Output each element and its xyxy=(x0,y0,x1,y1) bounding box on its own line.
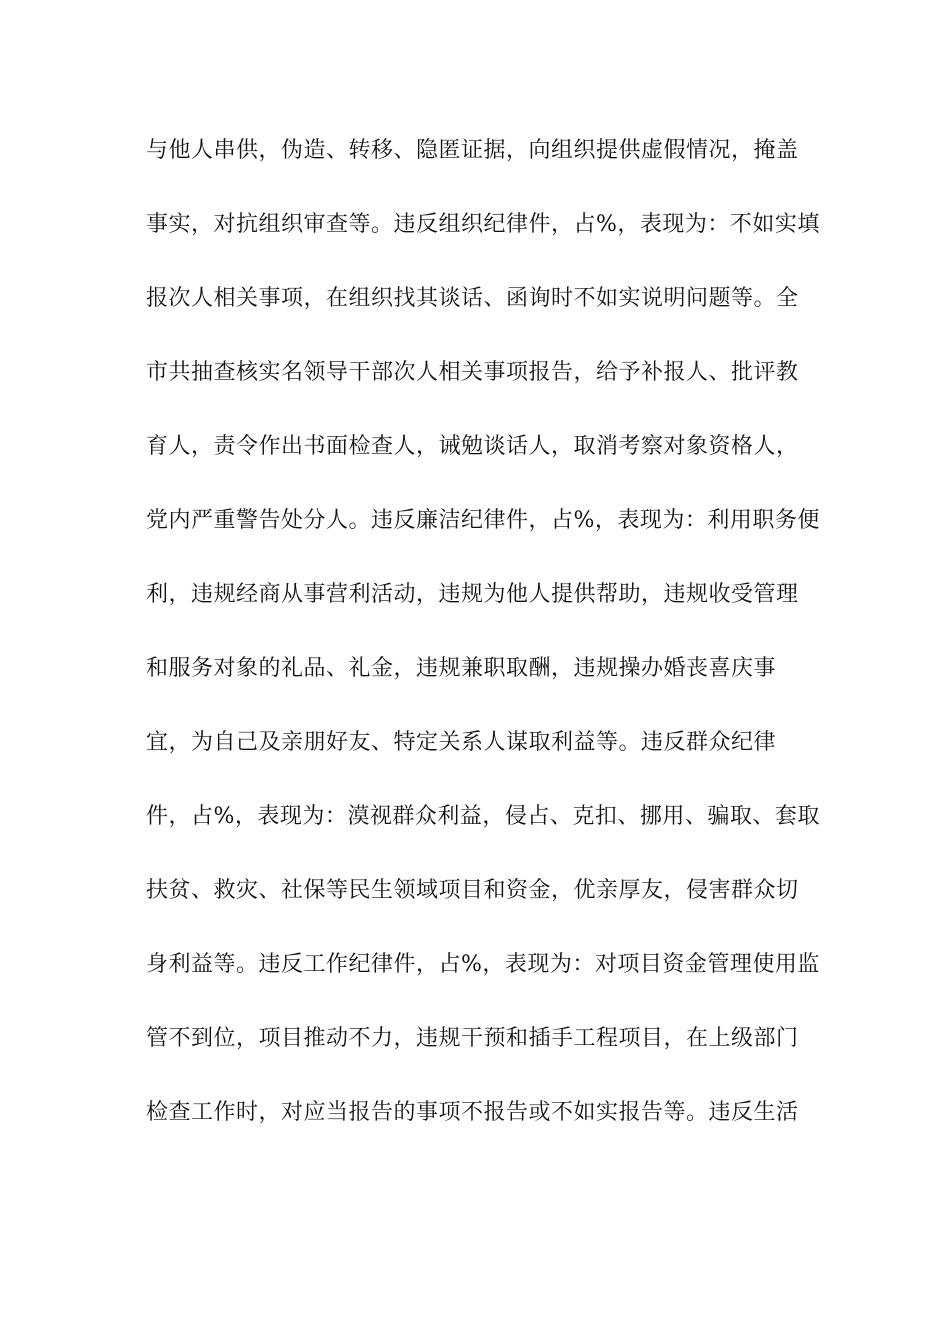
text-line: 检查工作时，对应当报告的事项不报告或不如实报告等。违反生活 xyxy=(146,1100,799,1125)
text-line: 事实，对抗组织审查等。违反组织纪律件，占%，表现为：不如实填 xyxy=(146,212,820,237)
text-line: 件，占%，表现为：漠视群众利益，侵占、克扣、挪用、骗取、套取 xyxy=(146,804,820,829)
text-line: 身利益等。违反工作纪律件，占%，表现为：对项目资金管理使用监 xyxy=(146,952,820,977)
text-line: 扶贫、救灾、社保等民生领域项目和资金，优亲厚友，侵害群众切 xyxy=(146,878,799,903)
body-text xyxy=(146,128,820,1164)
text-line: 报次人相关事项，在组织找其谈话、函询时不如实说明问题等。全 xyxy=(146,286,799,311)
text-line: 党内严重警告处分人。违反廉洁纪律件，占%，表现为：利用职务便 xyxy=(146,508,820,533)
text-line: 利，违规经商从事营利活动，违规为他人提供帮助，违规收受管理 xyxy=(146,582,799,607)
text-line: 宜，为自己及亲朋好友、特定关系人谋取利益等。违反群众纪律 xyxy=(146,730,777,755)
text-line: 与他人串供，伪造、转移、隐匿证据，向组织提供虚假情况，掩盖 xyxy=(146,138,799,163)
text-line: 市共抽查核实名领导干部次人相关事项报告，给予补报人、批评教 xyxy=(146,360,799,385)
text-line: 和服务对象的礼品、礼金，违规兼职取酬，违规操办婚丧喜庆事 xyxy=(146,656,777,681)
text-line: 管不到位，项目推动不力，违规干预和插手工程项目，在上级部门 xyxy=(146,1026,799,1051)
text-line: 育人，责令作出书面检查人，诫勉谈话人，取消考察对象资格人， xyxy=(146,434,799,459)
